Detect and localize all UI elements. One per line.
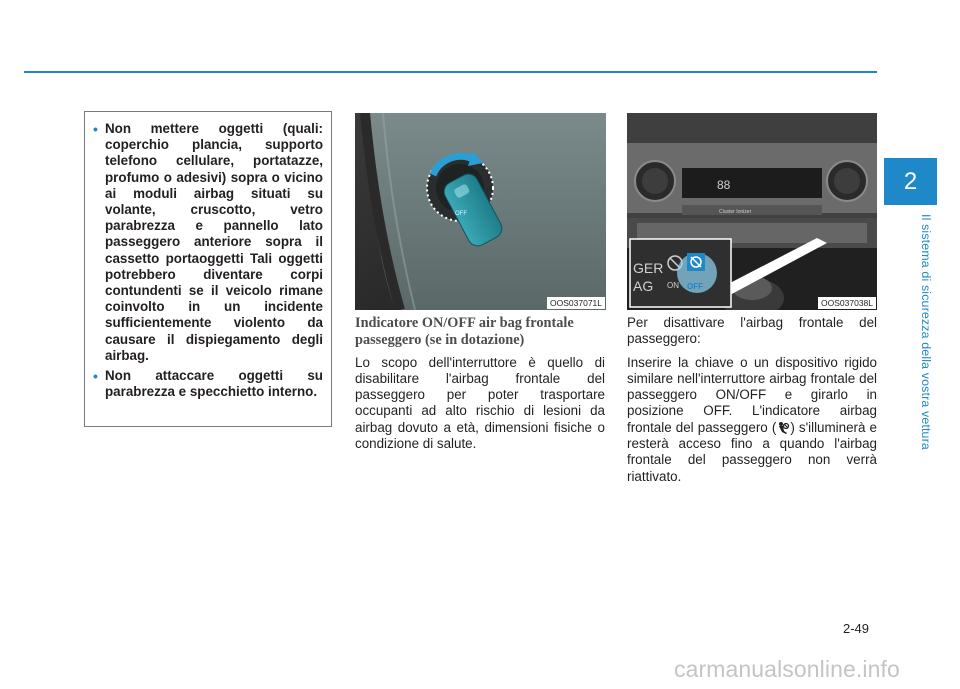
chapter-title: Il sistema di sicurezza della vostra vettura bbox=[919, 214, 933, 450]
chapter-tab: 2 bbox=[884, 158, 937, 205]
column-intro bbox=[355, 315, 605, 459]
figure-airbag-switch bbox=[355, 113, 606, 310]
watermark: carmanualsonline.info bbox=[674, 656, 900, 682]
svg-text:ON: ON bbox=[667, 281, 679, 290]
svg-text:88: 88 bbox=[717, 178, 731, 192]
page-number: 2-49 bbox=[843, 621, 870, 636]
warning-box bbox=[84, 111, 332, 427]
svg-text:OFF: OFF bbox=[455, 211, 467, 217]
header-rule bbox=[24, 71, 877, 73]
airbag-indicator-photo bbox=[627, 113, 877, 310]
instruction-paragraph: Per disattivare l'airbag frontale del passeggero: bbox=[627, 315, 877, 347]
svg-text:AG: AG bbox=[633, 278, 654, 294]
warning-item: • Non mettere oggetti (quali: coperchio plancia, supporto telefono cellulare, portatazze, profumo o adesivi) sopra o vicino ai moduli airbag situati su volante, cruscotto, vetro parabrezza e pannello lato passeggero anteriore sopra il cassetto portaoggetti Tali oggetti potrebbero diventare corpi contundenti se il veicolo rimane coinvolto in un incidente sufficientemente violento da causare il dispiegamento degli airbag. bbox=[93, 121, 323, 363]
svg-text:OFF: OFF bbox=[687, 282, 703, 291]
figure-airbag-indicator bbox=[627, 113, 877, 310]
intro-paragraph: Lo scopo dell'interruttore è quello di disabilitare l'airbag frontale del passeggero per poter trasportare occupanti ad alto rischio di lesioni da airbag dovuto a età, dimensioni fisiche o condizione di salute. bbox=[355, 354, 605, 452]
warning-item: • Non attaccare oggetti su parabrezza e specchietto interno. bbox=[93, 368, 323, 400]
airbag-off-indicator-icon bbox=[776, 421, 790, 435]
column-instructions bbox=[627, 315, 877, 492]
bullet-icon: • bbox=[93, 368, 98, 385]
svg-text:Cluster Ionizer: Cluster Ionizer bbox=[719, 209, 752, 215]
figure-code: OOS037071L bbox=[547, 297, 605, 309]
bullet-icon: • bbox=[93, 121, 98, 137]
instruction-paragraph: Inserire la chiave o un dispositivo rigido similare nell'interruttore airbag frontale del passeggero ON/OFF e girarlo in posizione OFF. L'indicatore airbag frontale del passeggero ( ) s'illuminerà e resterà acceso fino a quando l'airbag frontale del passeggero non verrà riattivato. bbox=[627, 354, 877, 484]
airbag-switch-photo bbox=[355, 113, 606, 310]
svg-text:GER: GER bbox=[633, 260, 664, 276]
figure-code: OOS037038L bbox=[818, 297, 876, 309]
section-heading: Indicatore ON/OFF air bag frontale passeggero (se in dotazione) bbox=[355, 315, 574, 348]
